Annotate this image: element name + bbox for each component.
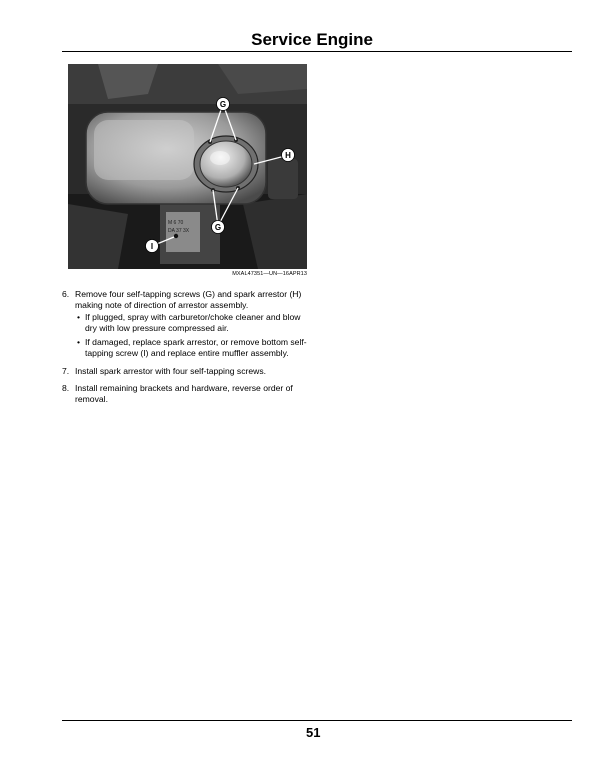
procedure-steps [62, 289, 312, 411]
bullet-item [75, 312, 312, 333]
step-7 [62, 366, 312, 377]
step-6 [62, 289, 312, 359]
bullet-glyph: • [77, 337, 81, 348]
step-text: Install remaining brackets and hardware, reverse order of removal. [75, 383, 293, 404]
page-title: Service Engine [251, 30, 373, 49]
step-text: Remove four self-tapping screws (G) and spark arrestor (H) making note of direction of arrestor assembly. [75, 289, 302, 310]
footer-divider [62, 720, 572, 721]
callout-g-top-label: G [219, 100, 227, 109]
callout-i [146, 240, 159, 253]
callout-h-label: H [285, 151, 291, 160]
bullet-text: If damaged, replace spark arrestor, or remove bottom self-tapping screw (I) and replace entire muffler assembly. [85, 337, 307, 358]
callout-g-top [217, 98, 230, 111]
callout-i-label: I [150, 242, 154, 251]
step-number: 6. [62, 289, 70, 299]
step-text: Install spark arrestor with four self-tapping screws. [75, 365, 267, 376]
muffler-photo-illustration [68, 64, 307, 269]
callout-h [282, 149, 295, 162]
muffler-photo [68, 64, 307, 269]
warning-label-text-1: M 6 70 [168, 220, 184, 226]
page-number: 51 [306, 725, 321, 740]
warning-label-text-2: DA 37 3X [168, 228, 190, 234]
step-number: 8. [62, 383, 70, 394]
step-6-bullets [75, 312, 312, 358]
callout-g-bottom [212, 221, 225, 234]
callout-g-bottom-label: G [214, 223, 222, 232]
bullet-glyph: • [77, 312, 81, 323]
step-8 [62, 383, 312, 404]
figure-caption: MXAL47351—UN—16APR13 [232, 271, 307, 277]
bullet-text: If plugged, spray with carburetor/choke cleaner and blow dry with low pressure compressed air. [85, 312, 301, 333]
step-number: 7. [62, 365, 70, 376]
spark-arrestor [200, 141, 252, 187]
header-divider [62, 51, 572, 52]
bullet-item [75, 337, 312, 358]
